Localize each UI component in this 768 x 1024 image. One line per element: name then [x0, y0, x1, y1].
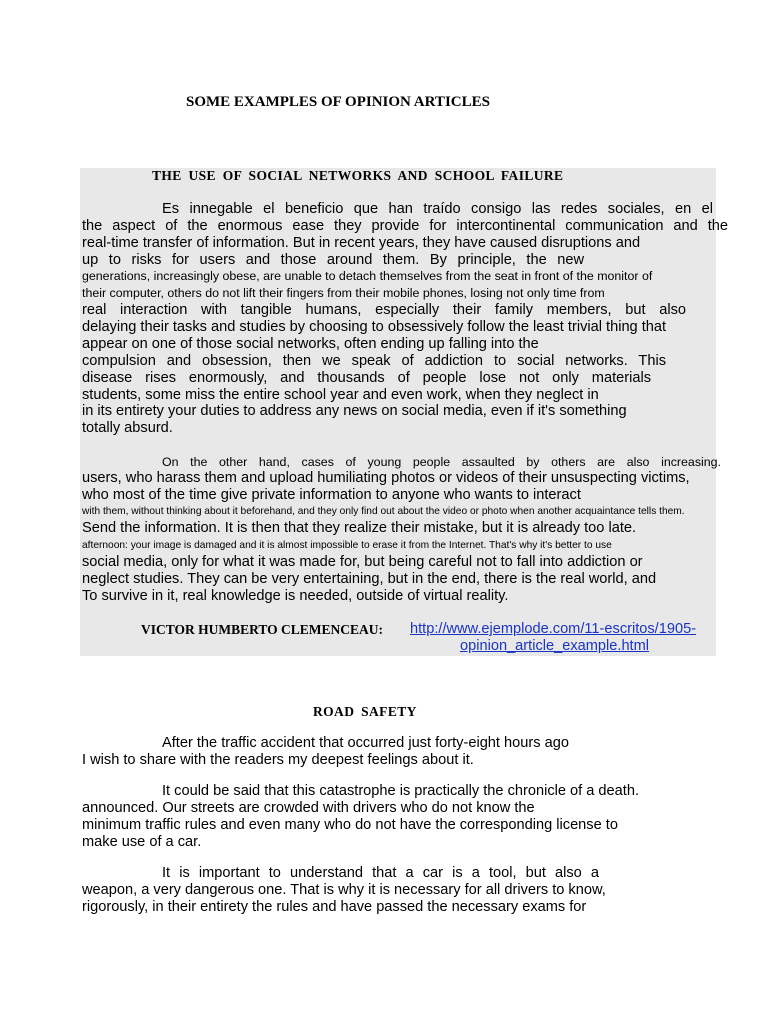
article-line: disease rises enormously, and thousands of people lose not only materials	[82, 370, 651, 386]
article-line: who most of the time give private information to anyone who wants to interact	[82, 487, 581, 503]
article-line: To survive in it, real knowledge is needed, outside of virtual reality.	[82, 588, 509, 604]
article-line: in its entirety your duties to address any news on social media, even if it's something	[82, 403, 627, 419]
article-heading: THE USE OF SOCIAL NETWORKS AND SCHOOL FAILURE	[152, 168, 564, 183]
article-line: Es innegable el beneficio que han traído consigo las redes sociales, en el	[162, 201, 713, 217]
article-line: real-time transfer of information. But in recent years, they have caused disruptions and	[82, 235, 641, 251]
article-line: rigorously, in their entirety the rules and have passed the necessary exams for	[82, 899, 587, 915]
article-line: with them, without thinking about it beforehand, and they only find out about the video or photo when another acquaintance tells them.	[82, 506, 685, 517]
source-link-continued[interactable]: opinion_article_example.html	[460, 638, 650, 654]
article-heading: ROAD SAFETY	[313, 704, 417, 719]
page-title: SOME EXAMPLES OF OPINION ARTICLES	[186, 94, 490, 110]
article-line: afternoon: your image is damaged and it is almost impossible to erase it from the Internet. That's why it's better to use	[82, 540, 612, 551]
article-line: make use of a car.	[82, 834, 202, 850]
source-link[interactable]: http://www.ejemplode.com/11-escritos/1905-	[410, 621, 697, 637]
article-line: weapon, a very dangerous one. That is why it is necessary for all drivers to know,	[82, 882, 606, 898]
article-line: users, who harass them and upload humiliating photos or videos of their unsuspecting victims,	[82, 470, 690, 486]
article-line: neglect studies. They can be very entertaining, but in the end, there is the real world, and	[82, 571, 657, 587]
article-line: students, some miss the entire school year and even work, when they neglect in	[82, 387, 599, 403]
article-line: social media, only for what it was made for, but being careful not to fall into addiction or	[82, 554, 643, 570]
article-line: announced. Our streets are crowded with drivers who do not know the	[82, 800, 535, 816]
article-line: It could be said that this catastrophe is practically the chronicle of a death.	[162, 783, 639, 799]
article-line: totally absurd.	[82, 420, 173, 436]
article-line: It is important to understand that a car is a tool, but also a	[162, 865, 599, 881]
article-line: the aspect of the enormous ease they provide for intercontinental communication and the	[82, 218, 728, 234]
article-line: up to risks for users and those around them. By principle, the new	[82, 252, 584, 268]
article-line: On the other hand, cases of young people assaulted by others are also increasing.	[162, 455, 721, 469]
article-line: compulsion and obsession, then we speak of addiction to social networks. This	[82, 353, 666, 369]
article-author: VICTOR HUMBERTO CLEMENCEAU:	[141, 622, 384, 637]
article-line: generations, increasingly obese, are unable to detach themselves from the seat in front of the monitor of	[82, 269, 653, 283]
article-line: Send the information. It is then that they realize their mistake, but it is already too late.	[82, 520, 637, 536]
article-line: minimum traffic rules and even many who do not have the corresponding license to	[82, 817, 618, 833]
article-line: their computer, others do not lift their fingers from their mobile phones, losing not only time from	[82, 286, 605, 300]
article-line: real interaction with tangible humans, especially their family members, but also	[82, 302, 686, 318]
article-line: I wish to share with the readers my deepest feelings about it.	[82, 752, 474, 768]
article-line: appear on one of those social networks, often ending up falling into the	[82, 336, 539, 352]
article-line: After the traffic accident that occurred just forty-eight hours ago	[162, 735, 569, 751]
article-line: delaying their tasks and studies by choosing to obsessively follow the least trivial thing that	[82, 319, 667, 335]
